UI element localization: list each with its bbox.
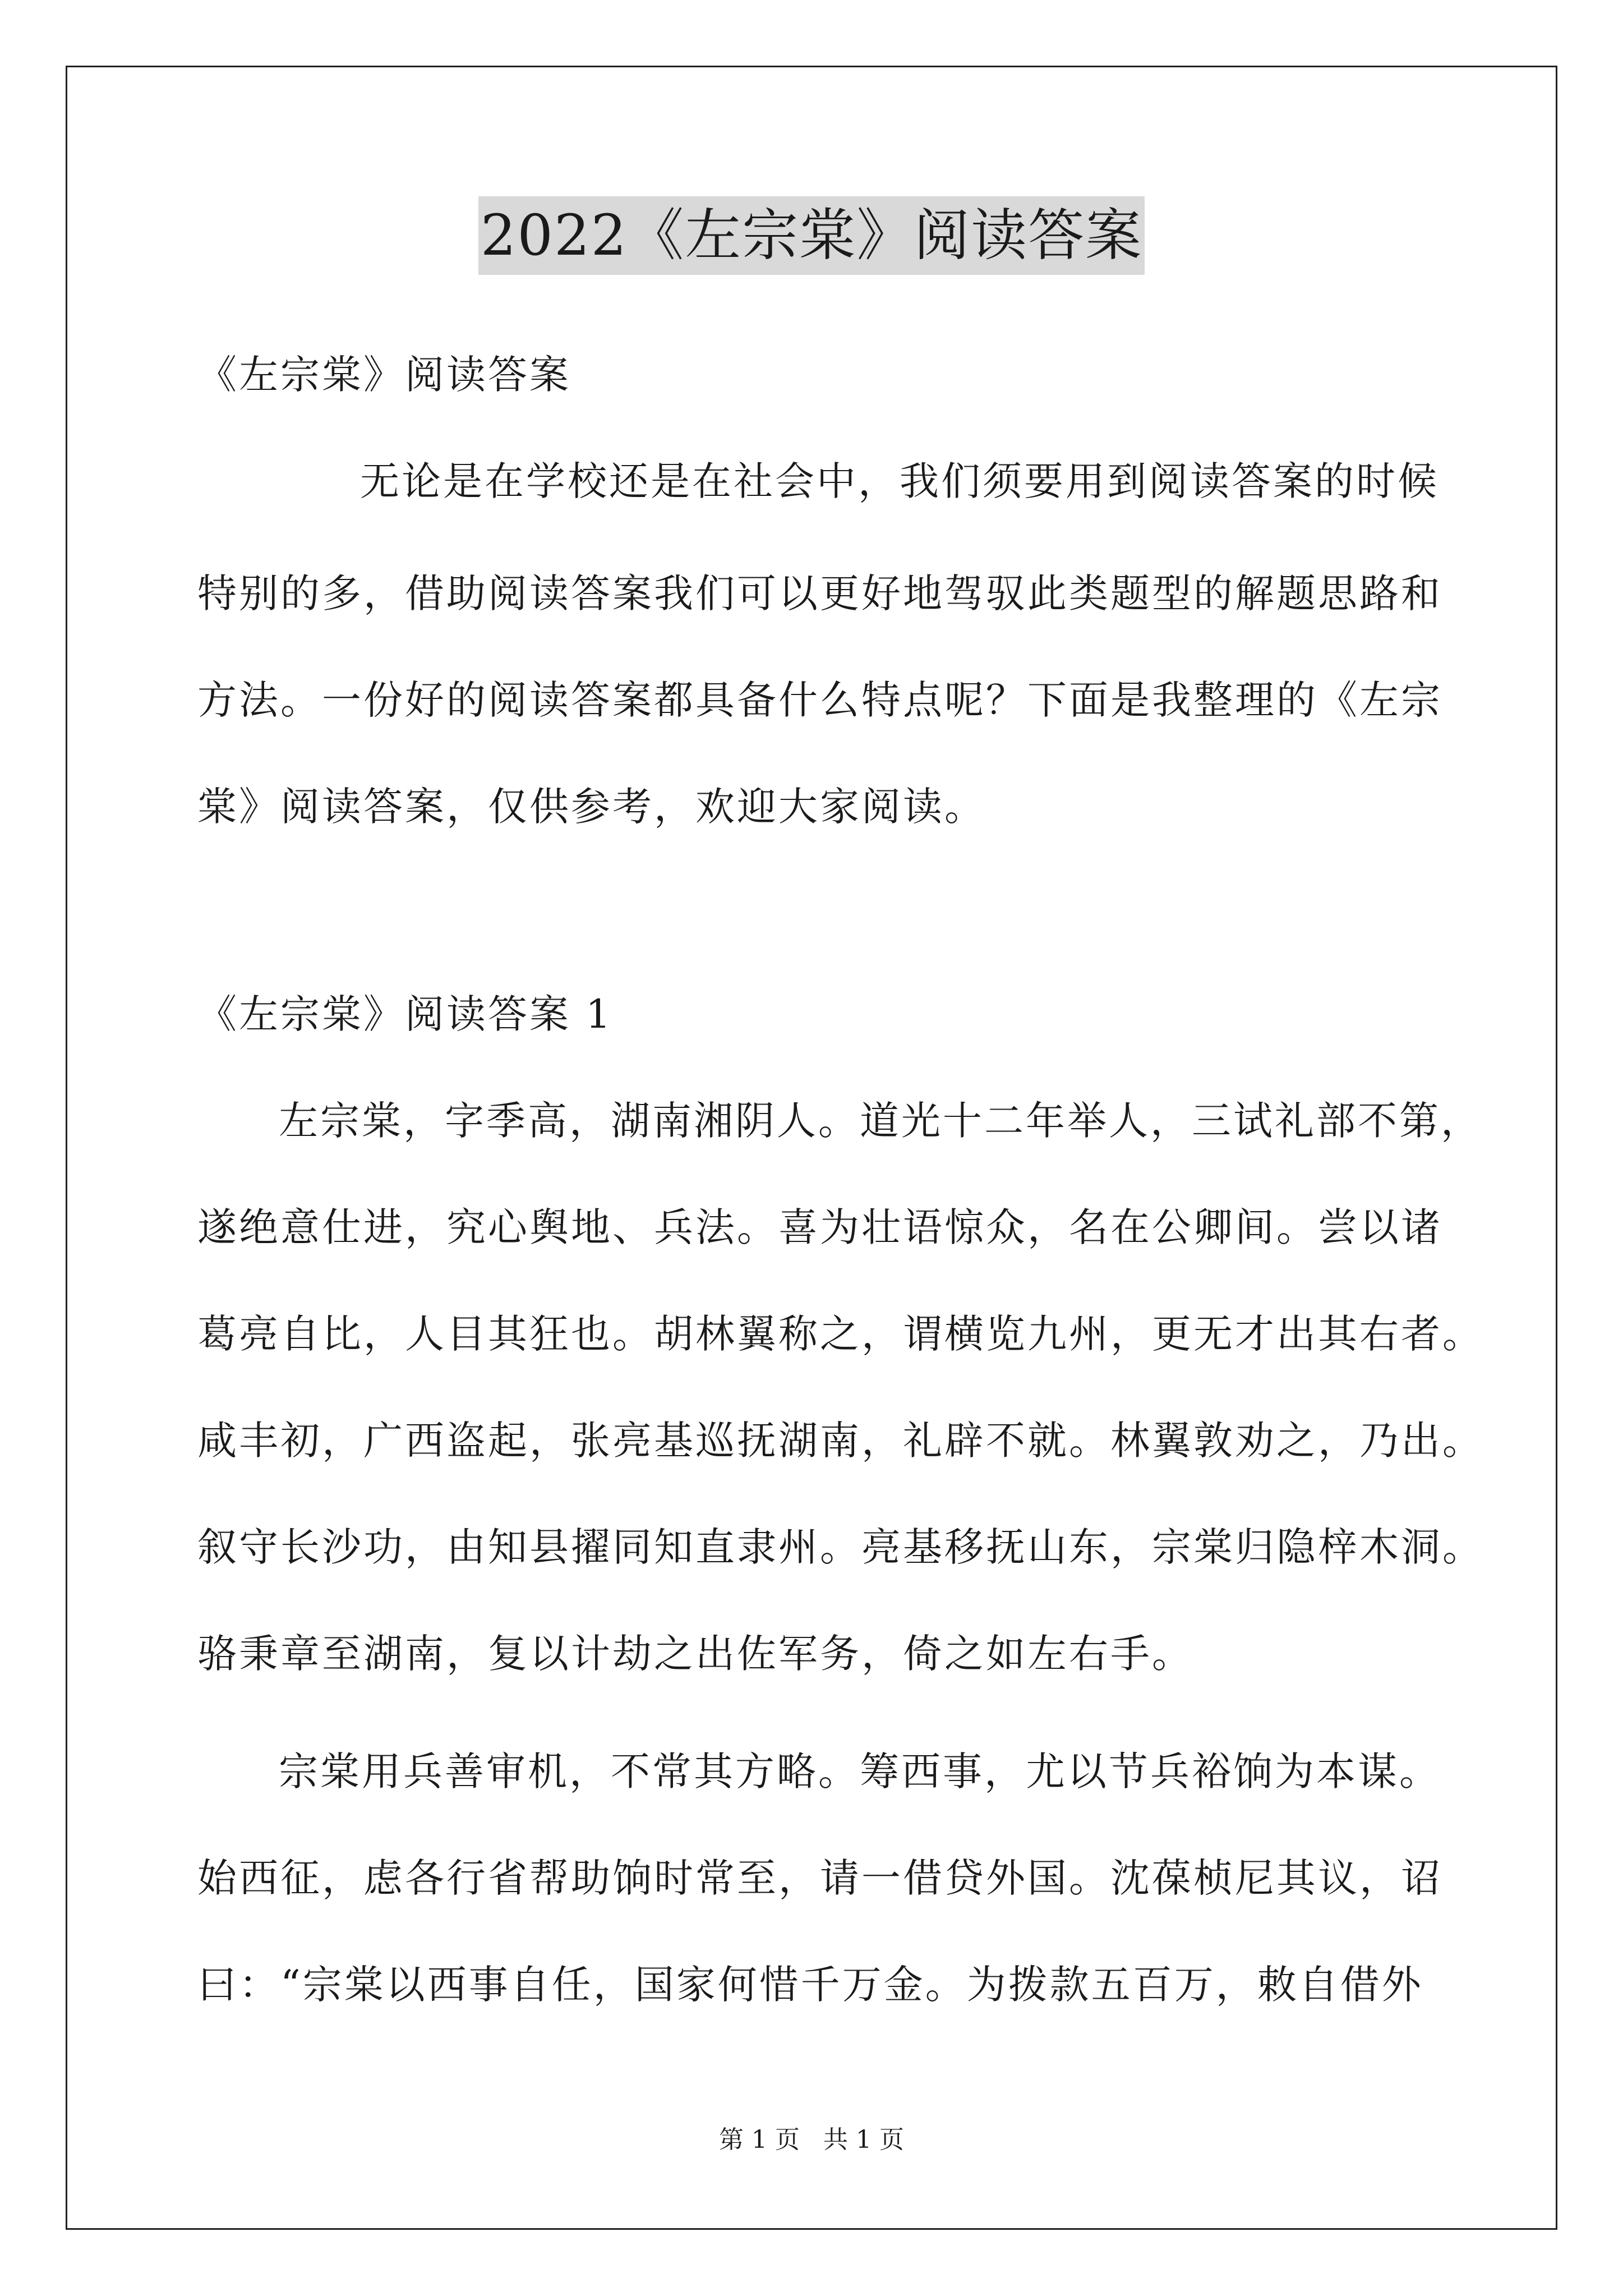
intro-line: 无论是在学校还是在社会中，我们须要用到阅读答案的时候 [360,458,1439,504]
intro-line: 棠》阅读答案，仅供参考，欢迎大家阅读。 [197,784,986,830]
section-heading: 《左宗棠》阅读答案 1 [197,991,613,1037]
document-title: 2022《左宗棠》阅读答案 [478,196,1145,275]
paragraph-line: 咸丰初，广西盗起，张亮基巡抚湖南，礼辟不就。林翼敦劝之，乃出。 [197,1418,1484,1464]
paragraph-line: 曰：“宗棠以西事自任，国家何惜千万金。为拨款五百万，敕自借外 [197,1962,1423,2008]
paragraph-line: 宗棠用兵善审机，不常其方略。筹西事，尤以节兵裕饷为本谋。 [279,1749,1441,1795]
paragraph-line: 叙守长沙功，由知县擢同知直隶州。亮基移抚山东，宗棠归隐梓木洞。 [197,1524,1484,1570]
section-heading: 《左宗棠》阅读答案 [197,352,571,398]
paragraph-line: 葛亮自比，人目其狂也。胡林翼称之，谓横览九州，更无才出其右者。 [197,1311,1484,1357]
paragraph-line: 左宗棠，字季高，湖南湘阴人。道光十二年举人，三试礼部不第， [279,1098,1482,1144]
paragraph-line: 骆秉章至湖南，复以计劫之出佐军务，倚之如左右手。 [197,1631,1193,1677]
paragraph-line: 始西征，虑各行省帮助饷时常至，请一借贷外国。沈葆桢尼其议，诏 [197,1855,1442,1901]
intro-line: 特别的多，借助阅读答案我们可以更好地驾驭此类题型的解题思路和 [197,570,1442,616]
title-container [0,196,1623,275]
paragraph-line: 遂绝意仕进，究心舆地、兵法。喜为壮语惊众，名在公卿间。尝以诸 [197,1204,1442,1250]
intro-line: 方法。一份好的阅读答案都具备什么特点呢？下面是我整理的《左宗 [197,677,1442,723]
page-footer: 第 1 页 共 1 页 [719,2125,904,2154]
